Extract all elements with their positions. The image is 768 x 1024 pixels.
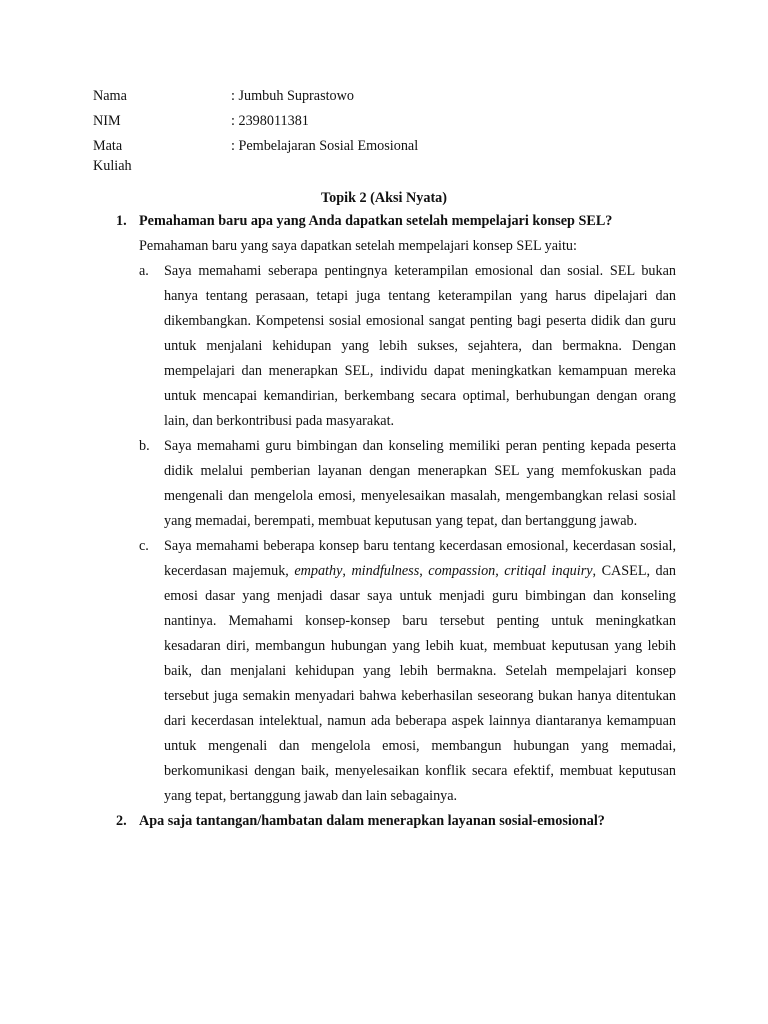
term-critiqal-inquiry: critiqal inquiry	[504, 563, 593, 579]
answer-intro: Pemahaman baru yang saya dapatkan setelah mempelajari konsep SEL yaitu:	[139, 238, 577, 254]
question-1	[93, 209, 676, 234]
topic-heading: Topik 2 (Aksi Nyata)	[320, 190, 447, 206]
list-item-text: Saya memahami guru bimbingan dan konseling memiliki peran penting kepada peserta didik melalui pemberian layanan dengan menerapkan SEL yang memfokuskan pada mengenali dan mengelola emosi, menyelesaikan masalah, mengembangkan relasi sosial yang memadai, berempati, membuat keputusan yang tepat, dan bertanggung jawab.	[164, 438, 676, 529]
separator: ,	[342, 563, 352, 579]
question-2	[93, 809, 676, 834]
list-item-text: Saya memahami seberapa pentingnya keterampilan emosional dan sosial. SEL bukan hanya tentang perasaan, tetapi juga tentang keterampilan yang harus dipelajari dan dikembangkan. Kompetensi sosial emosional sangat penting bagi peserta didik dan guru untuk menjalani kehidupan yang lebih sukses, sejahtera, dan bermakna. Dengan mempelajari dan menerapkan SEL, individu dapat meningkatkan kemampuan mereka untuk mencapai kemandirian, berkembang secara optimal, berhubungan dengan orang lain, dan berkontribusi pada masyarakat.	[164, 263, 676, 429]
info-value: : Jumbuh Suprastowo	[231, 88, 354, 104]
separator: ,	[419, 563, 429, 579]
list-item-text-post: , CASEL, dan emosi dasar yang menjadi dasar saya untuk menjadi guru bimbingan dan konseling nantinya. Memahami konsep-konsep baru tersebut penting untuk meningkatkan kesadaran diri, membangun hubungan yang lebih kuat, membuat keputusan yang lebih baik, dan menjalani kehidupan yang lebih bermakna. Setelah mempelajari konsep tersebut juga semakin menyadari bahwa keberhasilan seseorang bukan hanya ditentukan dari kecerdasan intelektual, namun ada beberapa aspek lainnya diantaranya kemampuan untuk mengenali dan mengelola emosi, membangun hubungan yang memadai, berkomunikasi dengan baik, menyelesaikan konflik secara efektif, membuat keputusan yang tepat, bertanggung jawab dan lain sebagainya.	[164, 563, 677, 804]
info-value: : Pembelajaran Sosial Emosional	[231, 138, 419, 154]
question-text: Apa saja tantangan/hambatan dalam menerapkan layanan sosial-emosional?	[139, 813, 605, 829]
list-item-label: b.	[139, 438, 150, 454]
document-body	[93, 209, 676, 834]
question-number: 2.	[116, 813, 127, 829]
list-item-text-pre: Saya memahami beberapa konsep baru tentang kecerdasan emosional, kecerdasan sosial, kecerdasan majemuk,	[164, 538, 676, 579]
answer-list	[93, 259, 676, 809]
term-compassion: compassion	[428, 563, 496, 579]
list-item	[139, 534, 677, 809]
info-label: Nama	[93, 88, 127, 104]
question-number: 1.	[116, 213, 127, 229]
info-label: Mata Kuliah	[93, 138, 132, 174]
term-empathy: empathy	[294, 563, 343, 579]
list-item-label: c.	[139, 538, 149, 554]
question-text: Pemahaman baru apa yang Anda dapatkan setelah mempelajari konsep SEL?	[139, 213, 613, 229]
info-value: : 2398011381	[231, 113, 309, 129]
separator: ,	[495, 563, 505, 579]
term-mindfulness: mindfulness	[351, 563, 420, 579]
list-item	[139, 434, 676, 534]
list-item-label: a.	[139, 263, 149, 279]
list-item	[139, 259, 676, 434]
info-label: NIM	[93, 113, 121, 129]
